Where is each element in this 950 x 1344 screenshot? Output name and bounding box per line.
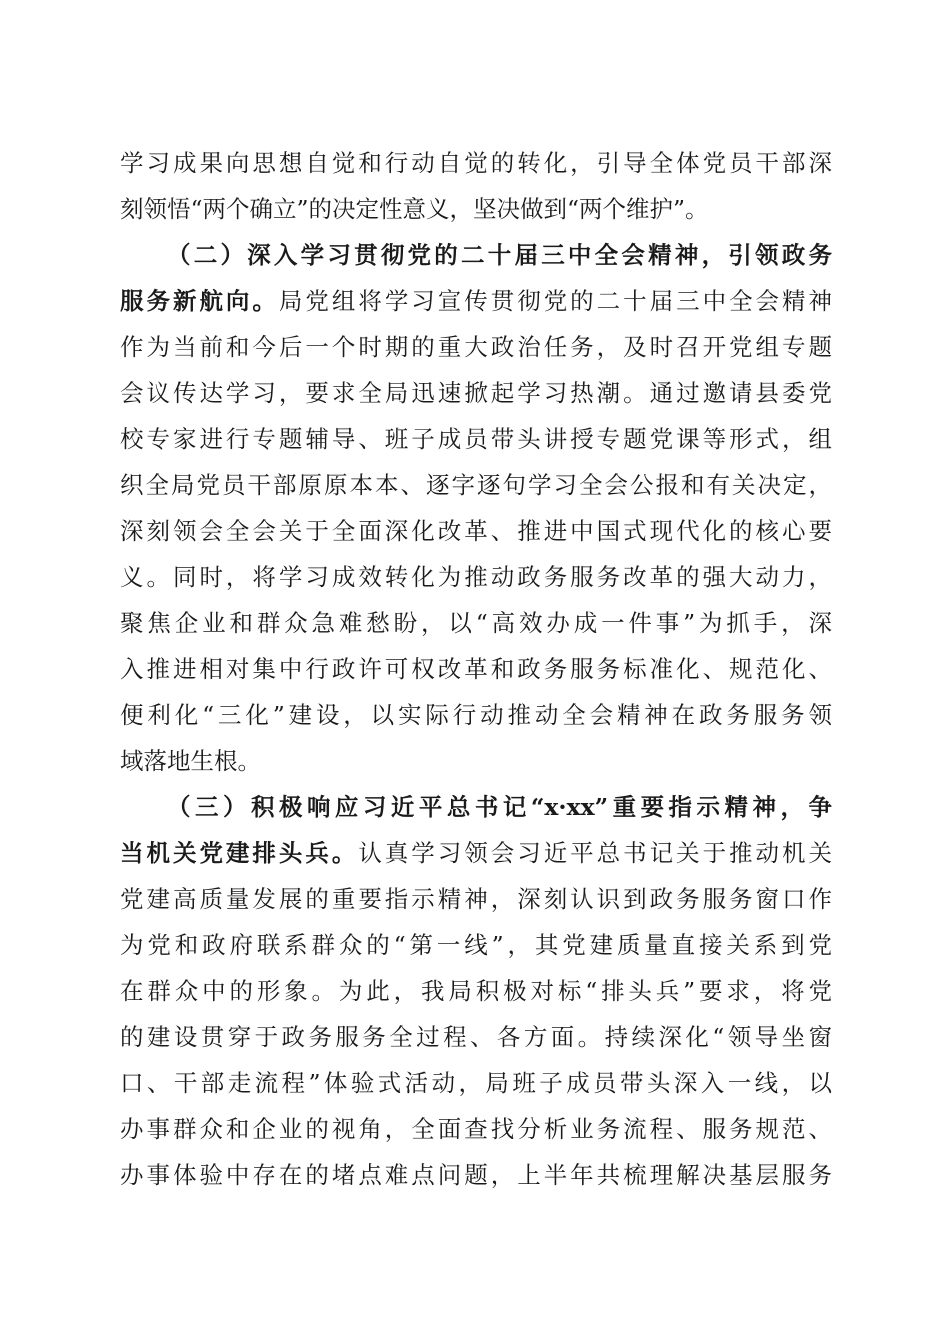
text-run: 认真学习领会习近平总书记关于推动机关 [358,839,833,867]
text-run: 域落地生根。 [120,747,261,775]
text-run: 党建高质量发展的重要指示精神，深刻认识到政务服务窗口作 [120,885,832,913]
text-run: 会议传达学习，要求全局迅速掀起学习热潮。通过邀请县委党 [120,379,832,407]
text-line [120,876,832,922]
text-run: 织全局党员干部原原本本、逐字逐句学习全会公报和有关决定， [120,471,832,499]
text-run: 办事群众和企业的视角，全面查找分析业务流程、服务规范、 [120,1115,832,1143]
text-run: 作为当前和今后一个时期的重大政治任务，及时召开党组专题 [120,333,832,361]
text-line [120,968,832,1014]
body-text [120,140,832,1198]
section-heading-2 [120,232,832,278]
text-line [120,416,832,462]
text-line [120,738,832,784]
text-line [120,1060,832,1106]
text-line [120,1014,832,1060]
text-run: 刻领悟“两个确立”的决定性意义，坚决做到“两个维护”。 [120,195,709,223]
text-line [120,1106,832,1152]
text-line [120,186,832,232]
text-line [120,922,832,968]
heading-run: （三）积极响应习近平总书记“x·xx”重要指示精神，争 [167,793,832,821]
text-run: 聚焦企业和群众急难愁盼，以“高效办成一件事”为抓手，深 [120,609,832,637]
text-line [120,370,832,416]
heading-run: 服务新航向。 [120,287,279,315]
text-run: 口、干部走流程”体验式活动，局班子成员带头深入一线，以 [120,1069,832,1097]
text-line [120,692,832,738]
text-line [120,830,832,876]
text-run: 便利化“三化”建设，以实际行动推动全会精神在政务服务领 [120,701,832,729]
text-line [120,278,832,324]
text-run: 入推进相对集中行政许可权改革和政务服务标准化、规范化、 [120,655,832,683]
heading-run: 当机关党建排头兵。 [120,839,359,867]
text-line [120,554,832,600]
heading-run: （二）深入学习贯彻党的二十届三中全会精神，引领政务 [167,241,832,269]
text-line [120,140,832,186]
text-run: 办事体验中存在的堵点难点问题，上半年共梳理解决基层服务 [120,1161,832,1189]
text-run: 义。同时，将学习成效转化为推动政务服务改革的强大动力， [120,563,832,591]
section-heading-3 [120,784,832,830]
text-run: 在群众中的形象。为此，我局积极对标“排头兵”要求，将党 [120,977,832,1005]
text-line [120,324,832,370]
text-line [120,1152,832,1198]
text-run: 为党和政府联系群众的“第一线”，其党建质量直接关系到党 [120,931,832,959]
text-run: 的建设贯穿于政务服务全过程、各方面。持续深化“领导坐窗 [120,1023,832,1051]
text-run: 局党组将学习宣传贯彻党的二十届三中全会精神 [278,287,833,315]
text-line [120,462,832,508]
text-line [120,508,832,554]
text-run: 深刻领会全会关于全面深化改革、推进中国式现代化的核心要 [120,517,832,545]
text-line [120,646,832,692]
text-run: 学习成果向思想自觉和行动自觉的转化，引导全体党员干部深 [120,149,832,177]
text-run: 校专家进行专题辅导、班子成员带头讲授专题党课等形式，组 [120,425,832,453]
text-line [120,600,832,646]
